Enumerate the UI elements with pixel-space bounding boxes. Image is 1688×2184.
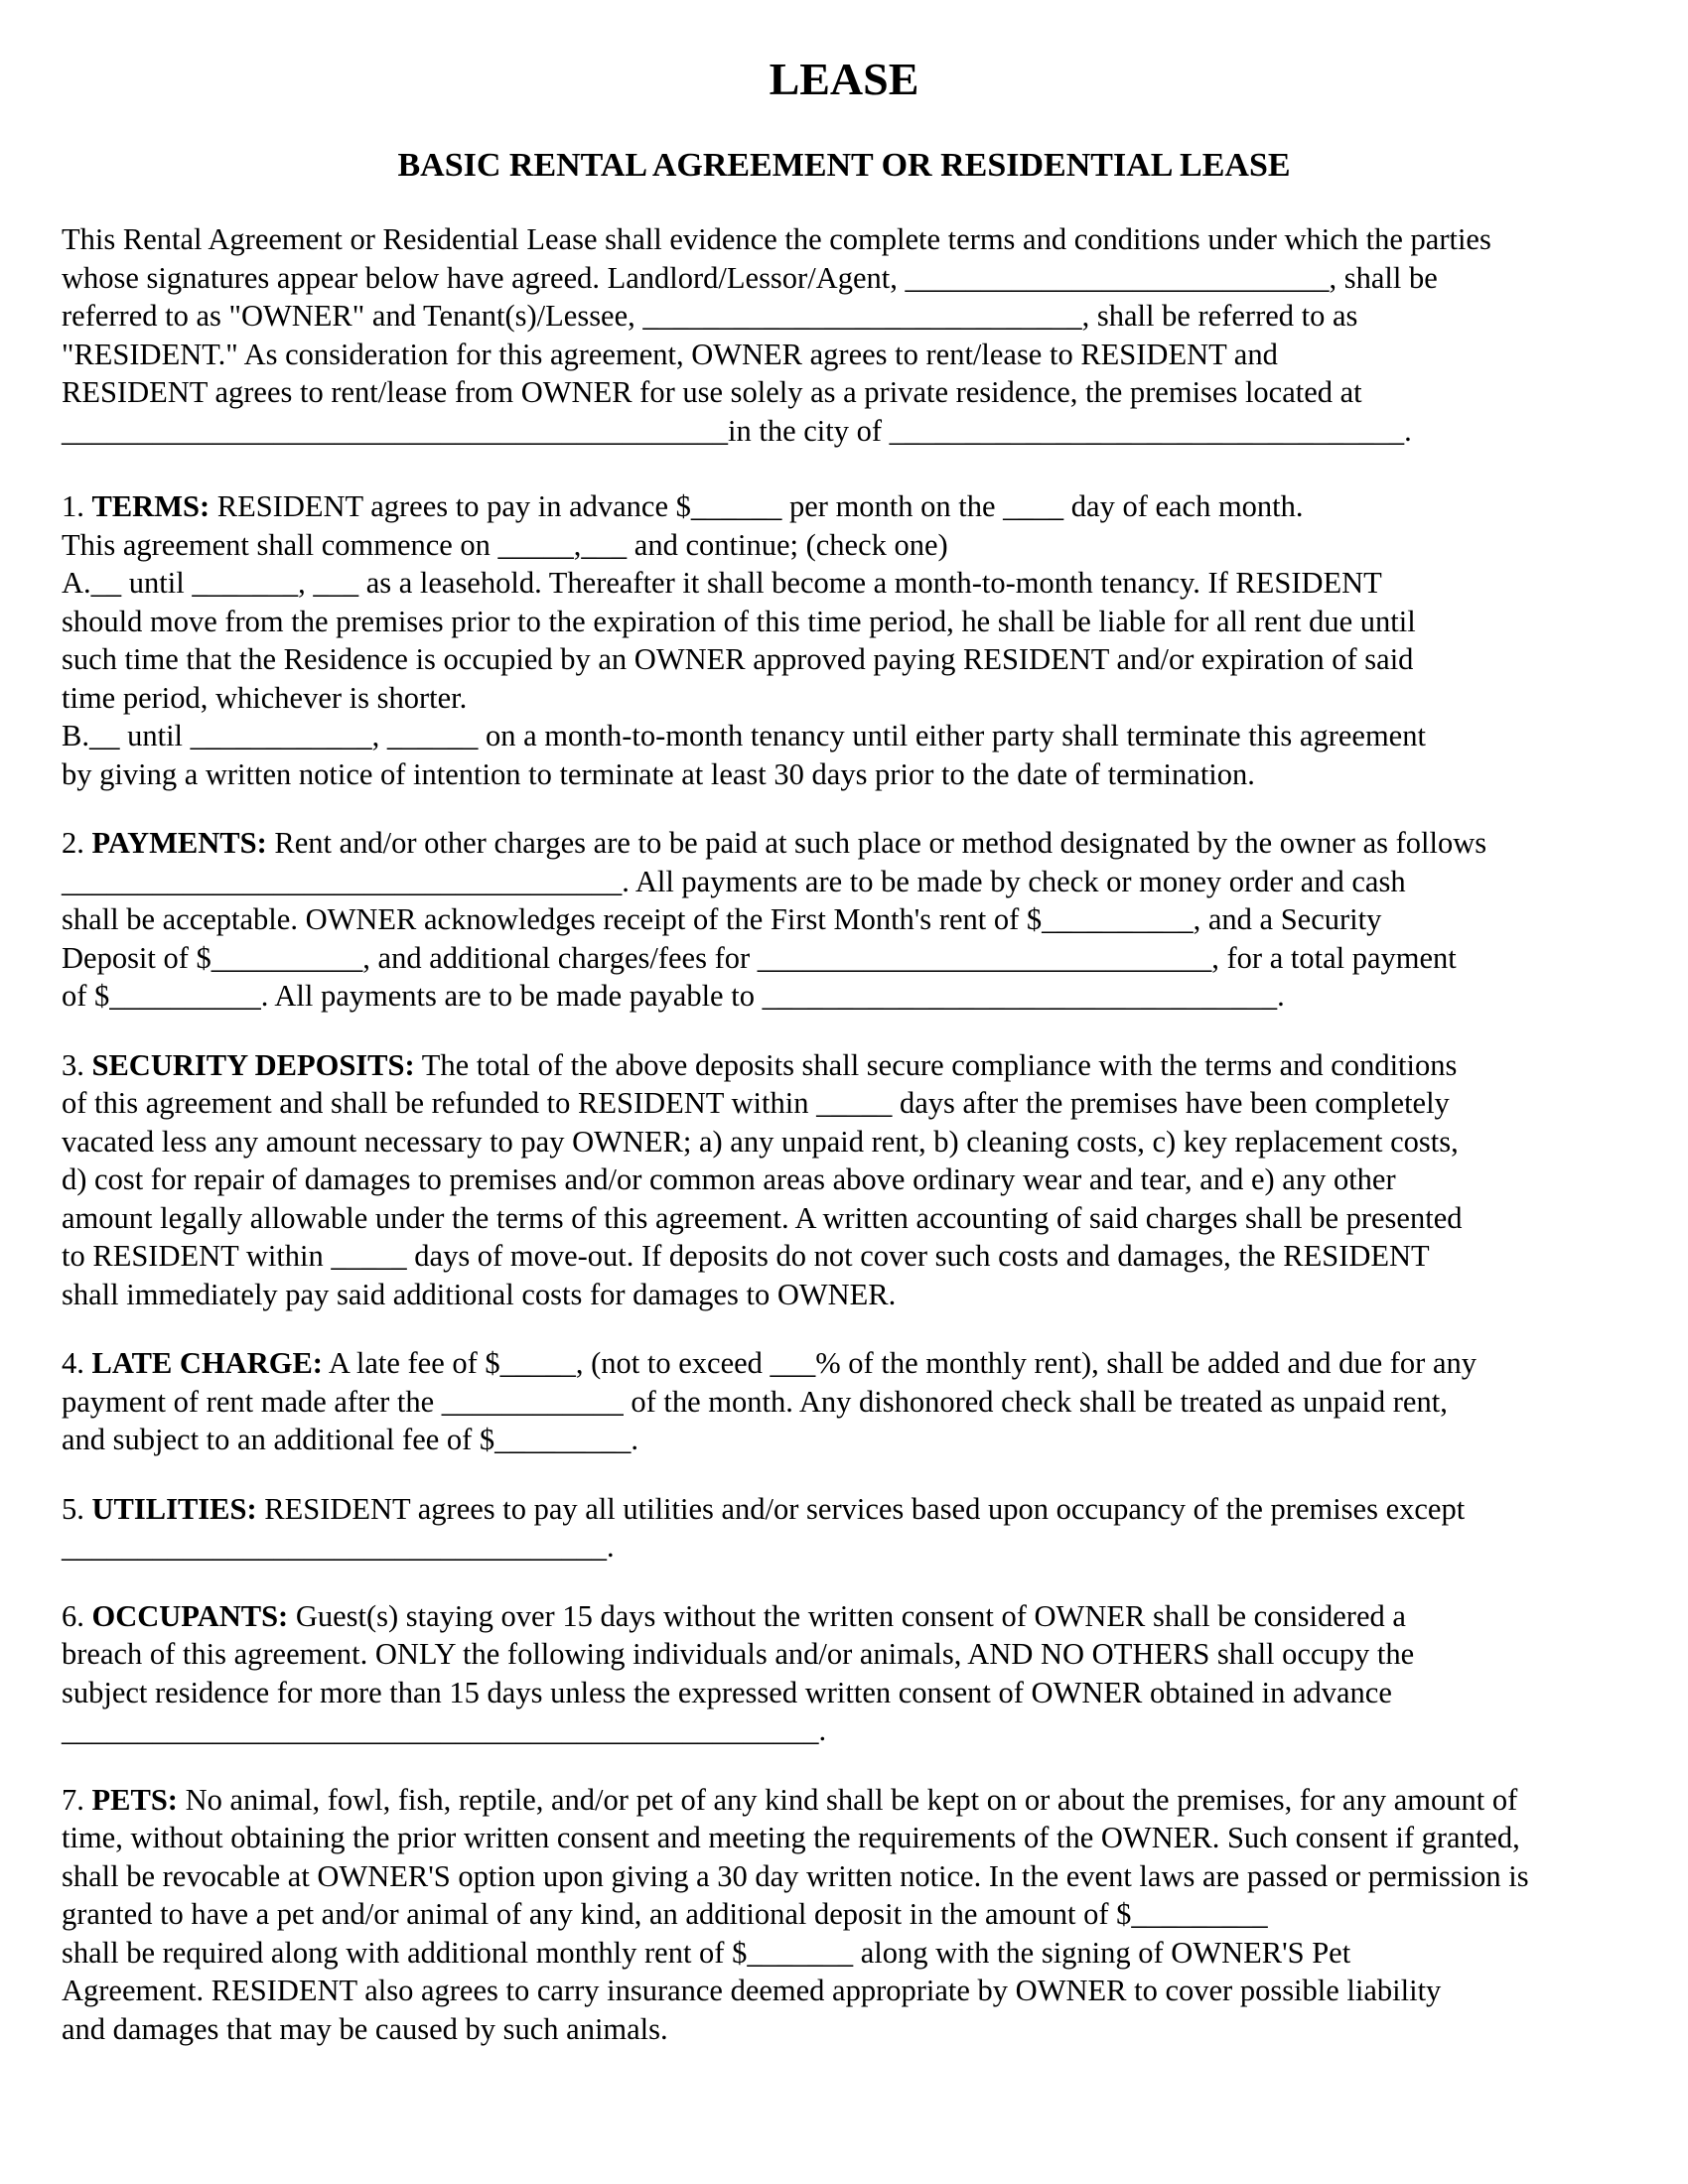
- document-subtitle: BASIC RENTAL AGREEMENT OR RESIDENTIAL LEASE: [397, 147, 1291, 184]
- section-heading: LATE CHARGE:: [91, 1346, 323, 1380]
- intro-line: This Rental Agreement or Residential Lease shall evidence the complete terms and conditions under which the parties: [62, 222, 1491, 256]
- section-line: granted to have a pet and/or animal of any kind, an additional deposit in the amount of $_________: [62, 1897, 1268, 1931]
- section-late-charge: [62, 1344, 1626, 1459]
- section-text: Rent and/or other charges are to be paid at such place or method designated by the owner as follows: [266, 826, 1487, 860]
- section-line: such time that the Residence is occupied by an OWNER approved paying RESIDENT and/or expiration of said: [62, 642, 1414, 676]
- section-line: A.__ until _______, ___ as a leasehold. Thereafter it shall become a month-to-month tenancy. If RESIDENT: [62, 566, 1382, 600]
- section-line: subject residence for more than 15 days unless the expressed written consent of OWNER obtained in advance: [62, 1675, 1392, 1709]
- section-line: of $__________. All payments are to be made payable to __________________________________.: [62, 979, 1285, 1013]
- section-first-line: [62, 1781, 1626, 1820]
- section-heading: OCCUPANTS:: [91, 1598, 289, 1633]
- section-text: The total of the above deposits shall secure compliance with the terms and conditions: [414, 1047, 1458, 1082]
- section-pets: [62, 1781, 1626, 2049]
- section-line: vacated less any amount necessary to pay OWNER; a) any unpaid rent, b) cleaning costs, c) key replacement costs,: [62, 1124, 1459, 1159]
- section-line: shall be required along with additional monthly rent of $_______ along with the signing of OWNER'S Pet: [62, 1935, 1351, 1970]
- intro-paragraph: [62, 220, 1626, 450]
- section-line: and subject to an additional fee of $_________.: [62, 1423, 639, 1456]
- section-line: shall immediately pay said additional costs for damages to OWNER.: [62, 1277, 897, 1311]
- intro-line: referred to as "OWNER" and Tenant(s)/Lessee, _____________________________, shall be referred to as: [62, 299, 1358, 333]
- section-text: No animal, fowl, fish, reptile, and/or pet of any kind shall be kept on or about the premises, for any amount of: [177, 1782, 1518, 1817]
- section-line: This agreement shall commence on _____,___ and continue; (check one): [62, 527, 948, 562]
- section-line: time period, whichever is shorter.: [62, 680, 468, 715]
- section-line: shall be acceptable. OWNER acknowledges receipt of the First Month's rent of $__________, and a Security: [62, 902, 1382, 936]
- section-terms: [62, 487, 1626, 793]
- section-line: ____________________________________.: [62, 1530, 615, 1564]
- section-line: _____________________________________. All payments are to be made by check or money order and cash: [62, 864, 1406, 898]
- section-utilities: [62, 1490, 1626, 1567]
- section-heading: PETS:: [91, 1782, 178, 1817]
- section-number: 4.: [62, 1346, 92, 1380]
- section-first-line: [62, 1490, 1626, 1529]
- section-line: d) cost for repair of damages to premises and/or common areas above ordinary wear and tear, and e) any other: [62, 1162, 1396, 1196]
- section-heading: TERMS:: [91, 489, 211, 523]
- section-line: amount legally allowable under the terms of this agreement. A written accounting of said charges shall be presented: [62, 1200, 1463, 1235]
- section-text: RESIDENT agrees to pay in advance $______ per month on the ____ day of each month.: [210, 489, 1304, 523]
- section-number: 1.: [62, 489, 92, 523]
- section-line: __________________________________________________.: [62, 1713, 827, 1747]
- section-heading: PAYMENTS:: [91, 826, 267, 860]
- section-line: and damages that may be caused by such animals.: [62, 2011, 668, 2046]
- section-first-line: [62, 1597, 1626, 1636]
- section-number: 3.: [62, 1047, 92, 1082]
- section-line: payment of rent made after the ____________ of the month. Any dishonored check shall be treated as unpaid rent,: [62, 1384, 1448, 1419]
- section-heading: SECURITY DEPOSITS:: [91, 1047, 415, 1082]
- intro-line: "RESIDENT." As consideration for this agreement, OWNER agrees to rent/lease to RESIDENT and: [62, 337, 1278, 371]
- section-first-line: [62, 487, 1626, 526]
- section-line: by giving a written notice of intention to terminate at least 30 days prior to the date of termination.: [62, 756, 1255, 791]
- section-line: B.__ until ____________, ______ on a month-to-month tenancy until either party shall terminate this agreement: [62, 719, 1426, 752]
- section-occupants: [62, 1597, 1626, 1750]
- section-line: Agreement. RESIDENT also agrees to carry insurance deemed appropriate by OWNER to cover possible liability: [62, 1974, 1442, 2007]
- section-text: A late fee of $_____, (not to exceed ___% of the monthly rent), shall be added and due for any: [322, 1346, 1477, 1380]
- section-first-line: [62, 1046, 1626, 1085]
- intro-line: RESIDENT agrees to rent/lease from OWNER for use solely as a private residence, the premises located at: [62, 375, 1362, 409]
- section-line: Deposit of $__________, and additional charges/fees for ______________________________, for a total payment: [62, 940, 1457, 975]
- intro-line: ____________________________________________in the city of __________________________________.: [62, 413, 1412, 448]
- section-line: breach of this agreement. ONLY the following individuals and/or animals, AND NO OTHERS shall occupy the: [62, 1637, 1415, 1671]
- section-first-line: [62, 824, 1626, 863]
- section-number: 6.: [62, 1598, 92, 1633]
- section-security-deposits: [62, 1046, 1626, 1314]
- section-payments: [62, 824, 1626, 1016]
- section-number: 7.: [62, 1782, 92, 1817]
- section-line: should move from the premises prior to the expiration of this time period, he shall be liable for all rent due until: [62, 604, 1416, 638]
- section-text: RESIDENT agrees to pay all utilities and/or services based upon occupancy of the premises except: [256, 1491, 1466, 1526]
- section-line: to RESIDENT within _____ days of move-out. If deposits do not cover such costs and damages, the RESIDENT: [62, 1239, 1430, 1273]
- section-heading: UTILITIES:: [91, 1491, 257, 1526]
- section-line: shall be revocable at OWNER'S option upon giving a 30 day written notice. In the event laws are passed or permission is: [62, 1858, 1529, 1893]
- section-line: of this agreement and shall be refunded to RESIDENT within _____ days after the premises have been completely: [62, 1086, 1450, 1120]
- section-text: Guest(s) staying over 15 days without the written consent of OWNER shall be considered a: [288, 1598, 1406, 1633]
- section-first-line: [62, 1344, 1626, 1383]
- section-number: 5.: [62, 1491, 92, 1526]
- intro-line: whose signatures appear below have agreed. Landlord/Lessor/Agent, ____________________________, shall be: [62, 260, 1438, 295]
- document-title: LEASE: [769, 54, 919, 104]
- section-number: 2.: [62, 826, 92, 860]
- section-line: time, without obtaining the prior written consent and meeting the requirements of the OWNER. Such consent if granted,: [62, 1821, 1520, 1854]
